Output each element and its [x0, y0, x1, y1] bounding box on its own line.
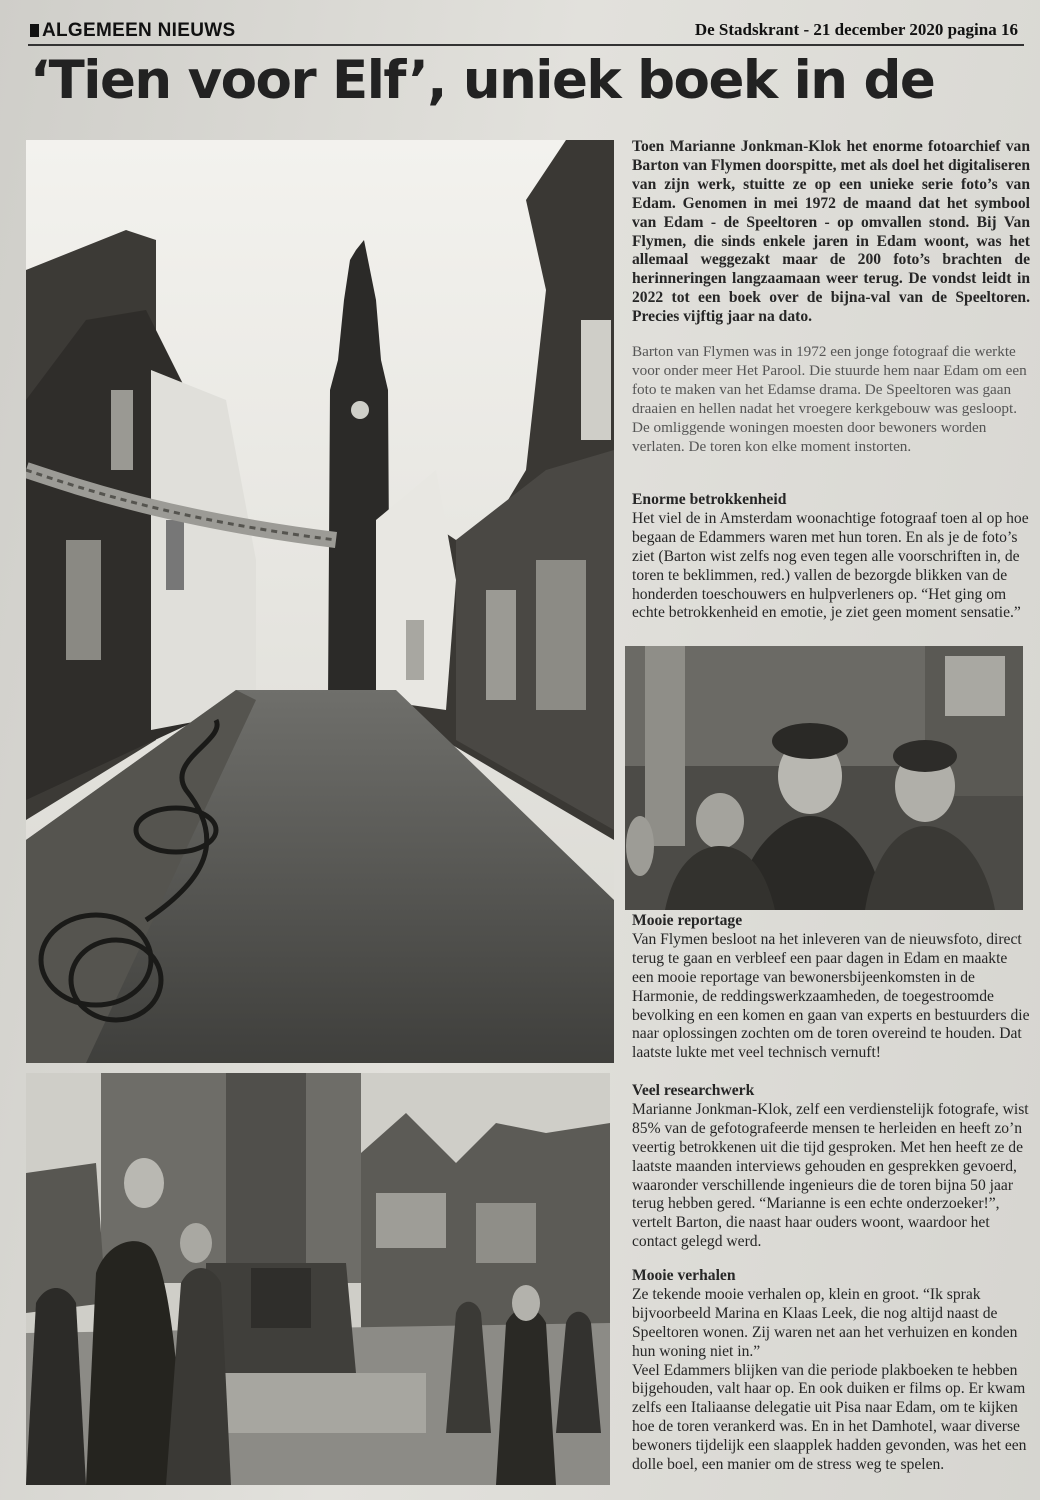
- subheading: Enorme betrokkenheid: [632, 491, 787, 508]
- section-text: Van Flymen besloot na het inleveren van de nieuwsfoto, direct terug te gaan en verbleef een paar dagen in Edam en maakte een mooie reportage van bewonersbijeenkomsten in de Harmonie, de reddingswerkzaamheden, de toegestroomde bevolking en een komen en gaan van experts en bestuurders die naar oplossingen zochten om de toren overeind te houden. Dat laatste lukte met veel technisch vernuft!: [632, 930, 1030, 1062]
- section-mooie-reportage: [632, 912, 1030, 1063]
- body-paragraph-1: Barton van Flymen was in 1972 een jonge fotograaf die werkte voor onder meer Het Parool. Die stuurde hem naar Edam om een foto te maken van het Edamse drama. De Speeltoren was gaan draaien en hellen nadat het vroegere kerkgebouw was gesloopt. De omliggende woningen moesten door bewoners worden verlaten. De toren kon elke moment instorten.: [632, 343, 1027, 455]
- section-marker-icon: [30, 24, 39, 37]
- page-meta: De Stadskrant - 21 december 2020 pagina 16: [694, 20, 1018, 39]
- intro-paragraph: Toen Marianne Jonkman-Klok het enorme fotoarchief van Barton van Flymen doorspitte, met als doel het digitaliseren van zijn werk, stuitte ze op een unieke serie foto’s van Edam. Genomen in mei 1972 de maand dat het symbool van Edam - de Speeltoren - op omvallen stond. Bij Van Flymen, die sinds enkele jaren in Edam woont, was het allemaal weggezakt maar de 200 foto’s brachten de herinneringen langzaamaan weer terug. De vondst leidt in 2022 tot een boek over de bijna-val van de Speeltoren. Precies vijftig jaar na dato.: [632, 138, 1030, 326]
- section-text: Het viel de in Amsterdam woonachtige fotograaf toen al op hoe begaan de Edammers waren met hun toren. En als je de foto’s ziet (Barton wist zelfs nog even tegen alle voorschriften in, de toren te beklimmen, red.) vallen de bezorgde blikken van de honderden toeschouwers en hulpverleners op. “Het ging om echte betrokkenheid en emotie, je ziet geen moment sensatie.”: [632, 509, 1029, 622]
- section-veel-researchwerk: [632, 1082, 1030, 1252]
- headline: ‘Tien voor Elf’, uniek boek in de: [30, 50, 935, 111]
- officials-street-photo: [26, 1073, 610, 1485]
- section-text: Marianne Jonkman-Klok, zelf een verdienstelijk fotografe, wist 85% van de gefotografeerde mensen te herleiden en heeft zo’n veertig betrokkenen uit die tijd gesproken. Met hen heeft ze de laatste maanden interviews gehouden en gesprekken gevoerd, waaronder verschillende ingenieurs die de toren bijna 50 jaar terug hebben gered. “Marianne is een echte onderzoeker!”, vertelt Barton, die naast haar ouders woont, waardoor het contact gelegd werd.: [632, 1100, 1029, 1251]
- street-tower-photo: [26, 140, 614, 1063]
- subheading: Mooie verhalen: [632, 1267, 736, 1284]
- section-enorme-betrokkenheid: [632, 491, 1030, 623]
- section-text-2: Veel Edammers blijken van die periode plakboeken te hebben bijgehouden, valt haar op. En ook duiken er films op. Er kwam zelfs een Italiaanse delegatie uit Pisa naar Edam, om te kijken hoe de toren verankerd was. En in het Damhotel, waar diverse bewoners tijdelijk een slaapplek hadden gevonden, was het een dolle boel, een manier om de stress weg te spelen.: [632, 1361, 1027, 1474]
- subheading: Veel researchwerk: [632, 1082, 755, 1099]
- section-label-text: ALGEMEEN NIEUWS: [42, 20, 236, 41]
- header-rule: [28, 44, 1024, 46]
- section-label: [30, 20, 235, 42]
- workers-photo: [625, 646, 1023, 910]
- section-mooie-verhalen: [632, 1267, 1030, 1475]
- section-text: Ze tekende mooie verhalen op, klein en groot. “Ik sprak bijvoorbeeld Marina en Klaas Leek, die nog altijd naast de Speeltoren wonen. Zij waren net aan het verhuizen en konden hun woning niet in.”: [632, 1285, 1018, 1360]
- subheading: Mooie reportage: [632, 912, 743, 929]
